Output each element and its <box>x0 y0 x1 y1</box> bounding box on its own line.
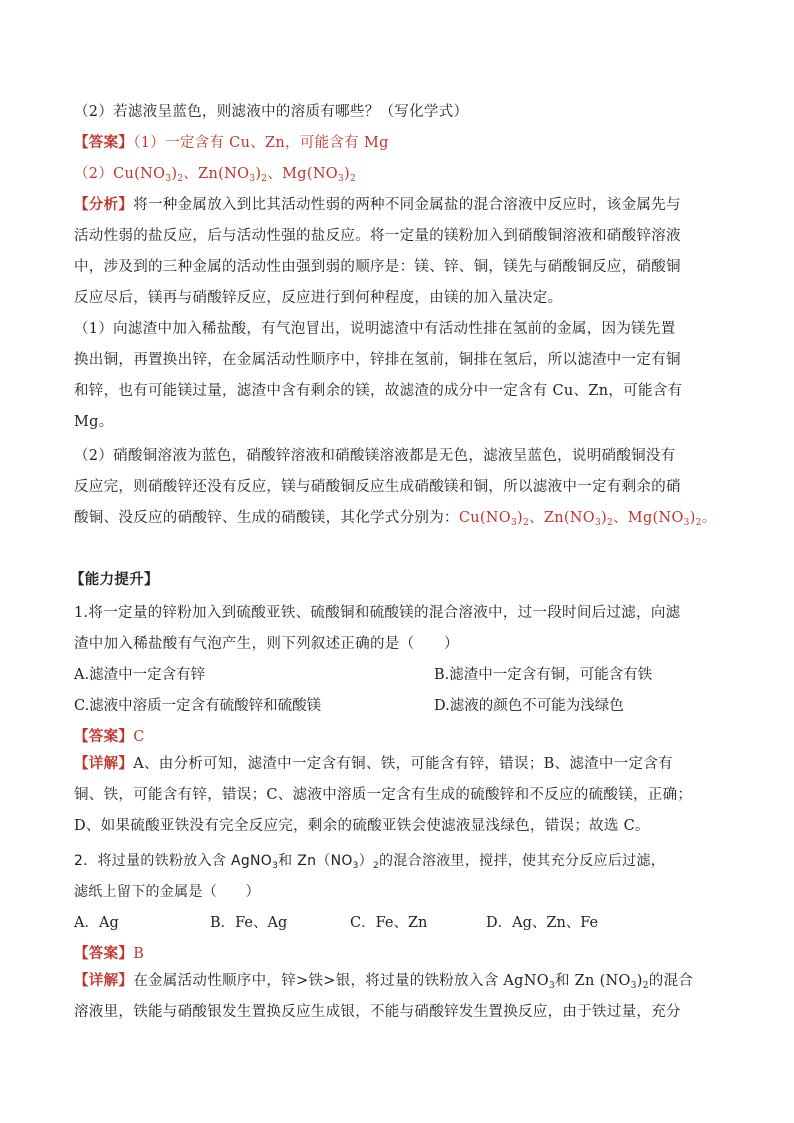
analysis-line-4: 反应尽后，镁再与硝酸锌反应，反应进行到何种程度，由镁的加入量决定。 <box>74 290 563 306</box>
part2-line-1: （2）硝酸铜溶液为蓝色，硝酸锌溶液和硝酸镁溶液都是无色，滤液呈蓝色，说明硝酸铜没有 <box>74 448 676 464</box>
part1-line-1: （1）向滤渣中加入稀盐酸，有气泡冒出，说明滤渣中有活动性排在氢前的金属，因为镁先置 <box>74 321 676 337</box>
part2-line-3 <box>74 508 717 528</box>
q1-option-a: A.滤渣中一定含有锌 <box>74 667 206 683</box>
q1-answer-line <box>74 727 145 747</box>
analysis-line-2: 活动性弱的盐反应，后与活动性强的盐反应。将一定量的镁粉加入到硝酸铜溶液和硝酸锌溶液 <box>74 228 681 244</box>
q2-answer: B <box>133 946 145 962</box>
q1-option-d: D.滤液的颜色不可能为浅绿色 <box>434 698 624 714</box>
q2-option-d: D．Ag、Zn、Fe <box>486 915 599 931</box>
q1-detail-line-3: D、如果硫酸亚铁没有完全反应完，剩余的硫酸亚铁会使滤液显浅绿色，错误；故选 C。 <box>74 818 650 834</box>
q1-option-c: C.滤液中溶质一定含有硫酸锌和硫酸镁 <box>74 698 322 714</box>
q1-stem-line-1: 1.将一定量的锌粉加入到硫酸亚铁、硫酸铜和硫酸镁的混合溶液中，过一段时间后过滤，向滤 <box>74 605 681 621</box>
q1-answer-tag: 【答案】 <box>74 728 134 745</box>
q2-stem-line-2: 滤纸上留下的金属是（ ） <box>74 884 260 900</box>
q2-detail-tag: 【详解】 <box>74 972 134 989</box>
q1-answer: C <box>133 729 145 745</box>
answer-tag: 【答案】 <box>74 134 134 151</box>
analysis-text: 将一种金属放入到比其活动性弱的两种不同金属盐的混合溶液中反应时，该金属先与 <box>133 197 681 213</box>
q1-detail-tag: 【详解】 <box>74 755 134 772</box>
analysis-tag: 【分析】 <box>74 196 134 213</box>
part2-line-2: 反应完，则硝酸锌还没有反应，镁与硝酸铜反应生成硝酸镁和铜，所以滤液中一定有剩余的硝 <box>74 479 681 495</box>
answer-2-formula: $Cu(NO_3)_2$、$Zn(NO_3)_2$、$Mg(NO_3)_2$ <box>113 166 357 184</box>
part1-line-4: Mg。 <box>74 414 114 430</box>
section-title: 【能力提升】 <box>70 571 159 588</box>
part2-formula: $Cu(NO_3)_2$、$Zn(NO_3)_2$、$Mg(NO_3)_2$。 <box>458 510 717 528</box>
q2-option-c: C．Fe、Zn <box>350 915 428 931</box>
answer-line-1 <box>74 133 389 153</box>
analysis-line-3: 中，涉及到的三种金属的活动性由强到弱的顺序是：镁、锌、铜，镁先与硝酸铜反应，硝酸铜 <box>74 259 681 275</box>
part1-line-2: 换出铜，再置换出锌，在金属活动性顺序中，锌排在氢前，铜排在氢后，所以滤渣中一定有铜 <box>74 352 681 368</box>
answer-text-1: （1）一定含有 Cu、Zn，可能含有 Mg <box>133 135 389 151</box>
q1-option-b: B.滤渣中一定含有铜，可能含有铁 <box>434 667 653 683</box>
q1-detail-line-1 <box>74 754 673 774</box>
q1-detail-line-2: 铜、铁，可能含有锌，错误；C、滤液中溶质一定含有生成的硫酸锌和不反应的硫酸镁，正确； <box>74 787 693 803</box>
q2-detail-line-2: 溶液里，铁能与硝酸银发生置换反应生成银，不能与硝酸锌发生置换反应，由于铁过量，充分 <box>74 1004 681 1020</box>
question-sub-2: （2）若滤液呈蓝色，则滤液中的溶质有哪些？（写化学式） <box>74 104 469 120</box>
part2-text: 酸铜、没反应的硝酸锌、生成的硝酸镁，其化学式分别为： <box>74 510 459 526</box>
q2-option-b: B．Fe、Ag <box>210 915 288 931</box>
q2-detail-text-1: 在金属活动性顺序中，锌>铁>银，将过量的铁粉放入含 AgNO$_3$和 Zn $(NO_3)_2$的混合 <box>133 973 694 991</box>
q2-option-a: A．Ag <box>74 915 119 931</box>
q2-answer-tag: 【答案】 <box>74 945 134 962</box>
part1-line-3: 和锌，也有可能镁过量，滤渣中含有剩余的镁，故滤渣的成分中一定含有 Cu、Zn，可能含有 <box>74 383 683 399</box>
q2-answer-line <box>74 944 144 964</box>
q2-stem-line-1: 2．将过量的铁粉放入含 AgNO$_3$和 $Zn(NO_3)_2$的混合溶液里，搅拌，使其充分反应后过滤， <box>74 853 666 871</box>
answer-line-2 <box>74 164 356 184</box>
q2-detail-line-1 <box>74 971 693 991</box>
q1-stem-line-2: 渣中加入稀盐酸有气泡产生，则下列叙述正确的是（ ） <box>74 636 459 652</box>
q1-detail-text: A、由分析可知，滤渣中一定含有铜、铁，可能含有锌，错误；B、滤渣中一定含有 <box>133 756 673 772</box>
answer-2-prefix: （2） <box>74 166 114 182</box>
analysis-line-1 <box>74 195 681 215</box>
